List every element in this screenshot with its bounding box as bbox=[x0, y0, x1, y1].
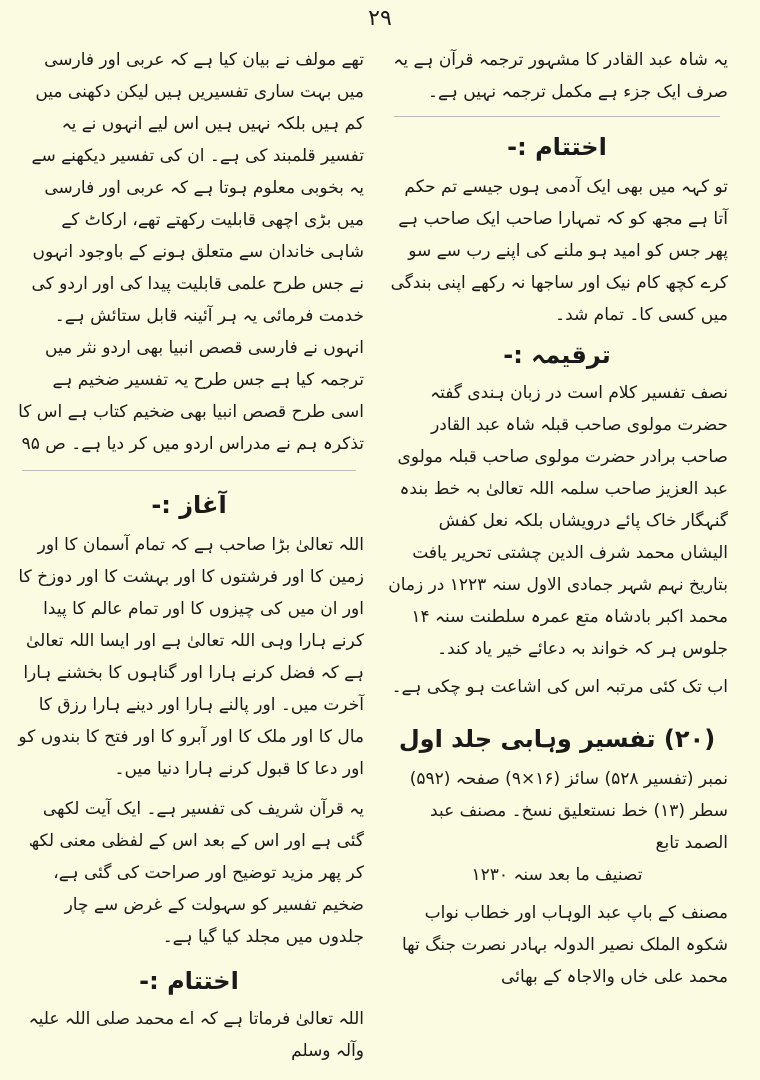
aghaz-note: یہ قرآن شریف کی تفسیر ہے۔ ایک آیت لکھی گئی ہے اور اس کے بعد اس کے لفظی معنی لکھ کر پھر مزید توضیح اور صراحت کی گئی ہے، ضخیم تفسیر کو سہولت کے غرض سے چار جلدوں میں مجلد کیا گیا ہے۔ bbox=[28, 799, 364, 947]
left-column bbox=[14, 44, 364, 1067]
heading-aghaz: آغاز :- bbox=[151, 491, 227, 519]
author-note: مصنف کے باپ عبد الوہاب اور خطاب نواب شکوہ الملک نصیر الدولہ بہادر نصرت جنگ تھا محمد علی خاں والاجاہ کے بھائی bbox=[401, 903, 728, 987]
aghaz-text: اللہ تعالیٰ بڑا صاحب ہے کہ تمام آسمان کا اور زمین کا اور فرشتوں کا اور بہشت کا اور دوزخ کا اور ان میں کی چیزوں کا اور تمام عالم کا پیدا کرنے ہارا وہی اللہ تعالیٰ ہے اور ایسا اللہ تعالیٰ ہے کہ فضل کرنے ہارا اور گناہوں کا بخشنے ہارا آخرت میں۔ اور پالنے ہارا اور دینے ہارا رزق کا مال کا اور ملک کا اور آبرو کا اور فتح کا بندوں کو اور دعا کا قبول کرنے ہارا دنیا میں۔ bbox=[18, 535, 364, 779]
tarqima-text: نصف تفسیر کلام است در زبان ہندی گفتہ حضرت مولوی صاحب قبلہ شاہ عبد القادر صاحب برادر حضرت مولوی صاحب قبلہ مولوی عبد العزیز صاحب سلمہ اللہ تعالیٰ بہ خط بندہ گنہگار خاک پائے درویشاں بلکہ نعل کفش الیشاں محمد شرف الدین چشتی تحریر یافت بتاریخ نہم شہر جمادی الاول سنہ ۱۲۲۳ در زمان محمد اکبر بادشاہ متع عمرہ سلطنت سنہ ۱۴ جلوس ہر کہ خواند بہ دعائے خیر یاد کند۔ bbox=[388, 383, 728, 659]
heading-ikhtitam: اختتام :- bbox=[507, 133, 607, 161]
outro-text: اب تک کئی مرتبہ اس کی اشاعت ہو چکی ہے۔ bbox=[391, 677, 728, 697]
heading-ikhtitam-left: اختتام :- bbox=[139, 967, 239, 995]
ikhtitam-text: تو کہہ میں بھی ایک آدمی ہوں جیسے تم حکم آتا ہے مجھ کو کہ تمہارا صاحب ایک صاحب ہے پھر جس کو امید ہو ملنے کی اپنے رب سے سو کرے کچھ کام نیک اور ساجھا نہ رکھے اپنی بندگی میں کسی کا۔ تمام شد۔ bbox=[390, 177, 728, 325]
meta-line-1: نمبر (تفسیر ۵۲۸) سائز (۱۶×۹) صفحہ (۵۹۲) سطر (۱۳) خط نستعلیق نسخ۔ مصنف عبد الصمد تابع bbox=[409, 769, 728, 853]
divider bbox=[394, 116, 720, 117]
ikhtitam-text-left: اللہ تعالیٰ فرماتا ہے کہ اے محمد صلی اللہ علیہ وآلہ وسلم bbox=[28, 1009, 364, 1061]
section-title: (۲۰) تفسیر وہابی جلد اول bbox=[398, 725, 716, 753]
section-intro: یہ شاہ عبد القادر کا مشہور ترجمہ قرآن ہے یہ صرف ایک جزء ہے مکمل ترجمہ نہیں ہے۔ bbox=[393, 50, 728, 102]
right-column bbox=[386, 44, 728, 993]
divider bbox=[22, 470, 356, 471]
left-intro: تھے مولف نے بیان کیا ہے کہ عربی اور فارسی میں بہت ساری تفسیریں ہیں لیکن دکھنی میں کم ہیں بلکہ نہیں ہیں اس لیے انہوں نے یہ تفسیر قلمبند کی ہے۔ ان کی تفسیر دیکھنے سے یہ بخوبی معلوم ہوتا ہے کہ عربی اور فارسی میں بڑی اچھی قابلیت رکھتے تھے، ارکاٹ کے شاہی خاندان سے متعلق ہونے کے باوجود انہوں نے جس طرح علمی قابلیت پیدا کی اور اردو کی خدمت فرمائی یہ ہر آئینہ قابل ستائش ہے۔ انہوں نے فارسی قصص انبیا بھی اردو نثر میں ترجمہ کیا ہے جس طرح یہ تفسیر ضخیم ہے اسی طرح قصص انبیا بھی ضخیم کتاب ہے اس کا تذکرہ ہم نے مدراس اردو میں کر دیا ہے۔ ص ۹۵ bbox=[18, 50, 364, 454]
page-number: ۲۹ bbox=[368, 6, 392, 31]
heading-tarqima: ترقیمہ :- bbox=[503, 341, 611, 369]
meta-line-2: تصنیف ما بعد سنہ ۱۲۳۰ bbox=[471, 865, 643, 885]
